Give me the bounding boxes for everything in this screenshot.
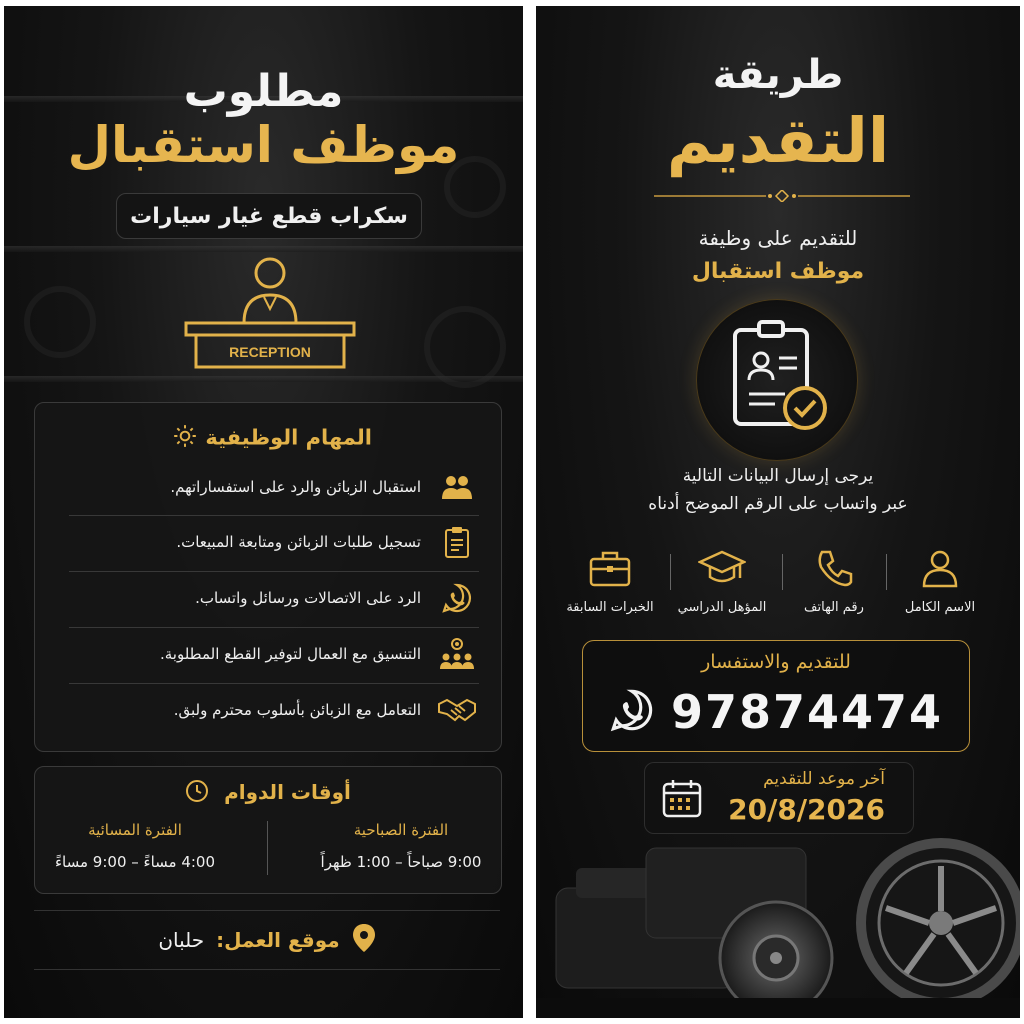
field-separator [782, 554, 783, 590]
contact-box [582, 640, 970, 752]
task-item [69, 627, 479, 680]
working-hours-card [34, 766, 502, 894]
deadline-date: 20/8/2026 [728, 793, 885, 826]
clipboard-icon [435, 525, 479, 559]
field-separator [670, 554, 671, 590]
morning-shift [301, 821, 501, 871]
field-label: رقم الهاتف [804, 600, 864, 615]
job-title: موظف استقبال [67, 116, 460, 174]
tasks-card [34, 402, 502, 752]
location-label: موقع العمل: [216, 928, 340, 952]
shift-divider [267, 821, 268, 875]
task-text: استقبال الزبائن والرد على استفساراتهم. [170, 478, 421, 496]
car-parts-image [536, 828, 1020, 1018]
location-value: حلبان [158, 928, 205, 952]
evening-shift [35, 821, 235, 871]
apply-job-title: موظف استقبال [691, 259, 865, 284]
evening-shift-label: الفترة المسائية [88, 821, 182, 839]
work-location [34, 910, 500, 970]
field-label: المؤهل الدراسي [677, 600, 767, 615]
person-icon [892, 546, 988, 590]
phone-row[interactable] [583, 685, 969, 739]
job-flyer-panel [4, 6, 523, 1018]
task-item [69, 683, 479, 736]
how-to-apply-panel [536, 6, 1020, 1018]
task-text: التعامل مع الزبائن بأسلوب محترم ولبق. [173, 701, 421, 719]
title-line-1: طريقة [712, 52, 844, 98]
team-gear-icon [435, 637, 479, 671]
calendar-icon [661, 777, 703, 823]
field-full-name [892, 546, 988, 615]
deadline-box [644, 762, 914, 834]
whatsapp-icon [435, 582, 479, 614]
whatsapp-icon [609, 687, 655, 737]
handshake-icon [435, 696, 479, 724]
morning-shift-time: 9:00 صباحاً – 1:00 ظهراً [320, 853, 482, 871]
task-item [69, 571, 479, 624]
users-icon [435, 473, 479, 501]
task-text: التنسيق مع العمال لتوفير القطع المطلوبة. [159, 645, 421, 663]
morning-shift-label: الفترة الصباحية [353, 821, 449, 839]
graduation-cap-icon [674, 546, 770, 590]
field-phone [786, 546, 882, 615]
clipboard-check-icon [697, 300, 857, 460]
task-item [69, 515, 479, 568]
field-education [674, 546, 770, 615]
reception-label: RECEPTION [229, 344, 311, 360]
title-line-2: التقديم [666, 104, 890, 177]
application-form-badge [696, 299, 858, 461]
task-text: الرد على الاتصالات ورسائل واتساب. [195, 589, 421, 607]
field-label: الخبرات السابقة [566, 600, 654, 615]
phone-icon [786, 546, 882, 590]
background-part [24, 286, 96, 358]
field-separator [886, 554, 887, 590]
clock-icon [185, 779, 209, 808]
gear-icon [172, 423, 198, 454]
evening-shift-time: 4:00 مساءً – 9:00 مساءً [54, 853, 216, 871]
contact-label: للتقديم والاستفسار [701, 651, 851, 673]
background-part [424, 306, 506, 388]
field-label: الاسم الكامل [904, 600, 976, 615]
company-name: سكراب قطع غيار سيارات [116, 193, 422, 239]
wanted-heading: مطلوب [183, 66, 344, 117]
apply-for-text: للتقديم على وظيفة [698, 226, 858, 250]
field-experience [562, 546, 658, 615]
deadline-label: آخر موعد للتقديم [763, 769, 885, 789]
tasks-title: المهام الوظيفية [205, 425, 372, 450]
ornament-divider [654, 190, 910, 202]
hours-title: أوقات الدوام [224, 780, 351, 804]
tasks-heading [35, 423, 501, 454]
hours-heading [35, 779, 501, 808]
instructions-line-1: يرجى إرسال البيانات التالية [682, 466, 874, 486]
briefcase-icon [562, 546, 658, 590]
task-item [69, 461, 479, 513]
reception-desk-icon [184, 251, 356, 369]
phone-number[interactable]: 97874474 [670, 685, 944, 739]
task-text: تسجيل طلبات الزبائن ومتابعة المبيعات. [176, 533, 421, 551]
instructions-line-2: عبر واتساب على الرقم الموضح أدناه [648, 494, 908, 514]
location-pin-icon [352, 923, 376, 957]
